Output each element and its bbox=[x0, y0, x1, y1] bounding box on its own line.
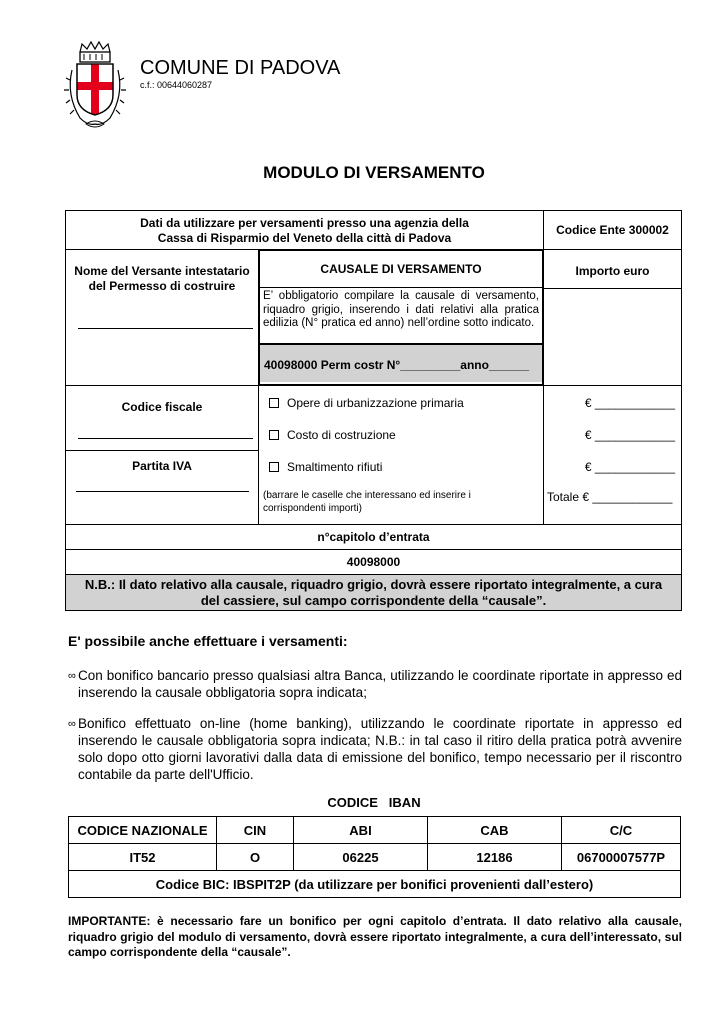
codice-ente: Codice Ente 300002 bbox=[556, 223, 669, 237]
nome-versante-label1: Nome del Versante intestatario bbox=[74, 264, 250, 278]
importo-costo[interactable]: € ____________ bbox=[584, 428, 675, 442]
instruction-item-2 bbox=[68, 715, 682, 783]
intro-line2: Cassa di Risparmio del Veneto della città di Padova bbox=[157, 231, 452, 245]
causale-box bbox=[258, 249, 544, 386]
capitolo-value: 40098000 bbox=[65, 549, 682, 575]
importo-blank-cell bbox=[543, 288, 682, 386]
option-smaltimento[interactable] bbox=[269, 460, 382, 474]
nome-versante-label2: del Permesso di costruire bbox=[88, 279, 236, 293]
bic-code: Codice BIC: IBSPIT2P (da utilizzare per bonifici provenienti dall’estero) bbox=[69, 871, 681, 898]
iban-header-row bbox=[69, 817, 681, 844]
iban-table bbox=[68, 816, 681, 898]
instruction-item-1-text: Con bonifico bancario presso qualsiasi altra Banca, utilizzando le coordinate riportate in appresso ed inserendo la causale obbligatoria sopra indicata; bbox=[78, 668, 682, 700]
intro-line1: Dati da utilizzare per versamenti presso una agenzia della bbox=[140, 216, 469, 230]
iban-header-abi: ABI bbox=[294, 817, 428, 844]
bullet-icon: ∞ bbox=[68, 670, 76, 682]
importo-header-cell bbox=[543, 249, 682, 289]
comune-name: COMUNE DI PADOVA bbox=[140, 57, 341, 79]
partita-iva-field[interactable] bbox=[76, 491, 249, 492]
codice-ente-cell bbox=[543, 210, 682, 250]
nome-versante-cell bbox=[65, 249, 259, 386]
iban-bic-row bbox=[69, 871, 681, 898]
instruction-item-1 bbox=[68, 667, 682, 701]
options-cell bbox=[258, 385, 544, 525]
iban-value-cc: 06700007577P bbox=[562, 844, 681, 871]
codice-fiscale-cell bbox=[65, 385, 259, 451]
importo-opere[interactable]: € ____________ bbox=[584, 396, 675, 410]
partita-iva-cell bbox=[65, 450, 259, 525]
importo-header: Importo euro bbox=[575, 264, 650, 278]
iban-header-cab: CAB bbox=[428, 817, 562, 844]
iban-value-cin: O bbox=[217, 844, 294, 871]
causale-value[interactable]: 40098000 Perm costr N°_________anno______ bbox=[260, 345, 542, 382]
checkbox-icon bbox=[269, 430, 279, 440]
partita-iva-label: Partita IVA bbox=[132, 459, 192, 473]
barrare-note: (barrare le caselle che interessano ed inserire i corrispondenti importi) bbox=[263, 490, 471, 514]
codice-fiscale-label: Codice fiscale bbox=[121, 400, 203, 414]
intro-cell bbox=[65, 210, 544, 250]
codice-fiscale-field[interactable] bbox=[78, 438, 253, 439]
page-title: MODULO DI VERSAMENTO bbox=[263, 163, 485, 182]
nome-versante-field[interactable] bbox=[78, 328, 253, 329]
iban-header-cc: C/C bbox=[562, 817, 681, 844]
option-opere-label: Opere di urbanizzazione primaria bbox=[287, 396, 464, 410]
iban-value-row bbox=[69, 844, 681, 871]
option-costo-label: Costo di costruzione bbox=[287, 428, 396, 442]
iban-header-nazionale: CODICE NAZIONALE bbox=[69, 817, 217, 844]
instruction-item-2-text: Bonifico effettuato on-line (home banking), utilizzando le coordinate riportate in appresso ed inserendo le causale obbligatoria sopra indicata; N.B.: in tal caso il ritiro della pratica potrà avvenire solo dopo otto giorni lavorativi dalla data di emissione del bonifico, tempo necessario per il riscontro contabile da parte dell'Ufficio. bbox=[78, 716, 682, 782]
iban-value-abi: 06225 bbox=[294, 844, 428, 871]
coat-of-arms-logo bbox=[62, 40, 128, 130]
importo-smaltimento[interactable]: € ____________ bbox=[584, 460, 675, 474]
option-costo[interactable] bbox=[269, 428, 396, 442]
nb-note: N.B.: Il dato relativo alla causale, riquadro grigio, dovrà essere riportato integralmente, a cura del cassiere, sul campo corrispondente della “causale”. bbox=[65, 574, 682, 611]
option-opere[interactable] bbox=[269, 396, 464, 410]
importante-note: IMPORTANTE: è necessario fare un bonifico per ogni capitolo d’entrata. Il dato relativo alla causale, riquadro grigio del modulo di versamento, dovrà essere riportato integralmente, a cura dell’interessato, sul campo corrispondente della “causale”. bbox=[68, 914, 682, 959]
checkbox-icon bbox=[269, 462, 279, 472]
causale-header: CAUSALE DI VERSAMENTO bbox=[260, 251, 542, 288]
option-smaltimento-label: Smaltimento rifiuti bbox=[287, 460, 383, 474]
importo-values-cell bbox=[543, 385, 682, 525]
iban-header-cin: CIN bbox=[217, 817, 294, 844]
bullet-icon: ∞ bbox=[68, 718, 76, 730]
codice-fiscale-ente: c.f.: 00644060287 bbox=[140, 80, 213, 90]
instructions-heading: E' possibile anche effettuare i versamenti: bbox=[68, 633, 348, 649]
causale-note: E’ obbligatorio compilare la causale di versamento, riquadro grigio, inserendo i dati relativi alla pratica edilizia (N° pratica ed anno) nell’ordine sotto indicato. bbox=[260, 288, 542, 345]
iban-value-cab: 12186 bbox=[428, 844, 562, 871]
importo-totale[interactable]: Totale € ____________ bbox=[547, 490, 673, 504]
capitolo-label: n°capitolo d’entrata bbox=[65, 524, 682, 550]
iban-value-nazionale: IT52 bbox=[69, 844, 217, 871]
iban-heading: CODICE IBAN bbox=[327, 795, 421, 810]
checkbox-icon bbox=[269, 398, 279, 408]
